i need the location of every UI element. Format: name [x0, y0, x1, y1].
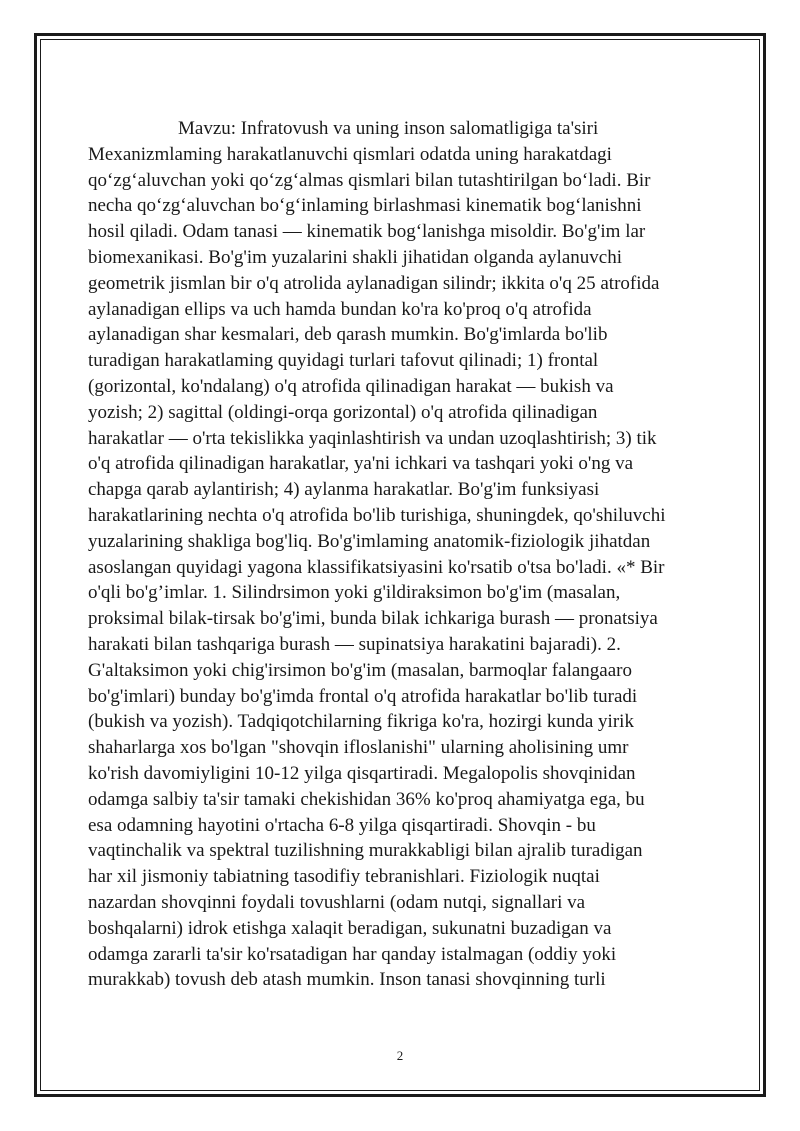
text-line: G'altaksimon yoki chig'irsimon bo'g'im (masalan, barmoqlar falangaaro: [88, 659, 632, 681]
text-line: shaharlarga xos bo'lgan "shovqin ifloslanishi" ularning aholisining umr: [88, 737, 629, 759]
text-line: harakati bilan tashqariga burash — supinatsiya harakatini bajaradi). 2.: [88, 633, 621, 655]
text-line: o'qli bo'g’imlar. 1. Silindrsimon yoki g'ildiraksimon bo'g'im (masalan,: [88, 582, 621, 604]
text-line: necha qo‘zg‘aluvchan bo‘g‘inlaming birlashmasi kinematik bog‘lanishni: [88, 195, 642, 217]
text-line: aylanadigan shar kesmalari, deb qarash mumkin. Bo'g'imlarda bo'lib: [88, 324, 608, 346]
text-line: geometrik jismlan bir o'q atrolida aylanadigan silindr; ikkita o'q 25 atrofida: [88, 272, 660, 294]
text-line: murakkab) tovush deb atash mumkin. Inson tanasi shovqinning turli: [88, 969, 606, 991]
text-line: har xil jismoniy tabiatning tasodifiy tebranishlari. Fiziologik nuqtai: [88, 866, 600, 888]
text-line: yuzalarining shakliga bog'liq. Bo'g'imlaming anatomik-fiziologik jihatdan: [88, 530, 651, 552]
text-line: bo'g'imlari) bunday bo'g'imda frontal o'q atrofida harakatlar bo'lib turadi: [88, 685, 638, 707]
text-line: qo‘zg‘aluvchan yoki qo‘zg‘almas qismlari bilan tutashtirilgan bo‘ladi. Bir: [88, 169, 651, 191]
text-line: yozish; 2) sagittal (oldingi-orqa gorizontal) o'q atrofida qilinadigan: [88, 401, 598, 423]
text-line: turadigan harakatlaming quyidagi turlari tafovut qilinadi; 1) frontal: [88, 350, 599, 372]
text-line: nazardan shovqinni foydali tovushlarni (odam nutqi, signallari va: [88, 891, 586, 913]
text-line: harakatlar — o'rta tekislikka yaqinlashtirish va undan uzoqlashtirish; 3) tik: [88, 427, 657, 449]
text-line: odamga salbiy ta'sir tamaki chekishidan 36% ko'proq ahamiyatga ega, bu: [88, 788, 645, 810]
text-line: boshqalarni) idrok etishga xalaqit beradigan, sukunatni buzadigan va: [88, 917, 612, 939]
document-title: Mavzu: Infratovush va uning inson salomatligiga ta'siri: [178, 118, 599, 139]
text-line: hosil qiladi. Odam tanasi — kinematik bog‘lanishga misoldir. Bo'g'im lar: [88, 221, 646, 243]
page-number: 2: [396, 1048, 404, 1063]
text-line: asoslangan quyidagi yagona klassifikatsiyasini ko'rsatib o'tsa bo'ladi. «* Bir: [88, 556, 665, 578]
text-line: vaqtinchalik va spektral tuzilishning murakkabligi bilan ajralib turadigan: [88, 840, 643, 862]
text-line: biomexanikasi. Bo'g'im yuzalarini shakli jihatidan olganda aylanuvchi: [88, 246, 622, 268]
text-line: (gorizontal, ko'ndalang) o'q atrofida qilinadigan harakat — bukish va: [88, 375, 614, 397]
text-line: harakatlarining nechta o'q atrofida bo'lib turishiga, shuningdek, qo'shiluvchi: [88, 504, 666, 526]
text-line: esa odamning hayotini o'rtacha 6-8 yilga qisqartiradi. Shovqin - bu: [88, 814, 596, 836]
text-line: (bukish va yozish). Tadqiqotchilarning fikriga ko'ra, hozirgi kunda yirik: [88, 711, 634, 733]
text-line: Mexanizmlaming harakatlanuvchi qismlari odatda uning harakatdagi: [88, 143, 612, 165]
text-line: ko'rish davomiyligini 10-12 yilga qisqartiradi. Megalopolis shovqinidan: [88, 762, 636, 784]
document-body: [88, 116, 728, 993]
text-line: o'q atrofida qilinadigan harakatlar, ya'ni ichkari va tashqari yoki o'ng va: [88, 453, 634, 475]
text-line: aylanadigan ellips va uch hamda bundan ko'ra ko'proq o'q atrofida: [88, 298, 592, 320]
document-paragraph: [88, 142, 728, 993]
text-line: odamga zararli ta'sir ko'rsatadigan har qanday istalmagan (oddiy yoki: [88, 943, 617, 965]
text-line: chapga qarab aylantirish; 4) aylanma harakatlar. Bo'g'im funksiyasi: [88, 479, 600, 501]
text-line: proksimal bilak-tirsak bo'g'imi, bunda bilak ichkariga burash — pronatsiya: [88, 608, 658, 630]
